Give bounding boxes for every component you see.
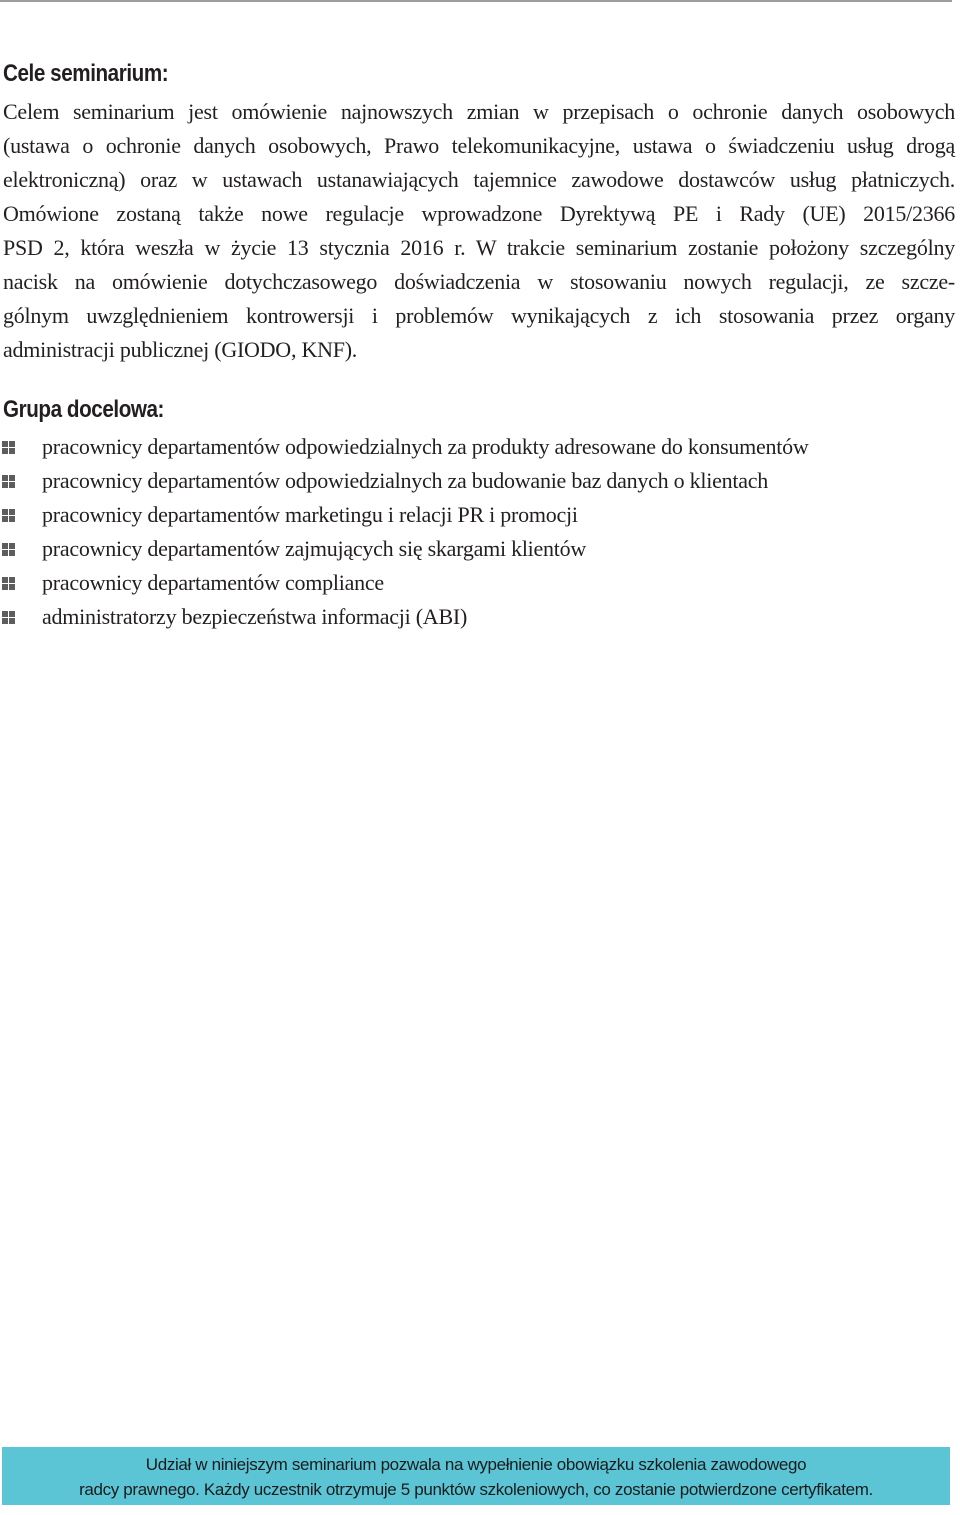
- list-item-text: pracownicy departamentów zajmujących się skargami klientów: [42, 536, 587, 561]
- list-item-text: pracownicy departamentów compliance: [42, 570, 384, 595]
- square-bullet-icon: [2, 475, 15, 488]
- certification-notice-line: Udział w niniejszym seminarium pozwala na wypełnienie obowiązku szkolenia zawodowego: [145, 1455, 807, 1474]
- goals-line: (ustawa o ochronie danych osobowych, Prawo telekomunikacyjne, ustawa o świadczeniu usług drogą: [3, 133, 955, 158]
- goals-line: administracji publicznej (GIODO, KNF).: [3, 337, 358, 362]
- goals-line: PSD 2, która weszła w życie 13 stycznia 2016 r. W trakcie seminarium zostanie położony szczególny: [3, 235, 955, 260]
- certification-notice-line: radcy prawnego. Każdy uczestnik otrzymuje 5 punktów szkoleniowych, co zostanie potwierdzone certyfikatem.: [79, 1480, 873, 1499]
- goals-line: nacisk na omówienie dotychczasowego doświadczenia w stosowaniu nowych regulacji, ze szcze-: [3, 269, 955, 294]
- goals-heading: Cele seminarium:: [3, 60, 169, 87]
- certification-notice: [2, 1447, 950, 1505]
- square-bullet-icon: [2, 611, 15, 624]
- list-item-text: pracownicy departamentów marketingu i relacji PR i promocji: [42, 502, 578, 527]
- list-item: [0, 430, 809, 464]
- goals-line: gólnym uwzględnieniem kontrowersji i problemów wynikających z ich stosowania przez organy: [3, 303, 955, 328]
- goals-line: elektroniczną) oraz w ustawach ustanawiających tajemnice zawodowe dostawców usług płatniczych.: [3, 167, 955, 192]
- list-item-text: pracownicy departamentów odpowiedzialnych za produkty adresowane do konsumentów: [42, 434, 809, 459]
- list-item: [0, 498, 809, 532]
- audience-list: [0, 430, 809, 634]
- list-item: [0, 566, 809, 600]
- list-item: [0, 600, 809, 634]
- square-bullet-icon: [2, 543, 15, 556]
- list-item: [0, 532, 809, 566]
- goals-line: Celem seminarium jest omówienie najnowszych zmian w przepisach o ochronie danych osobowych: [3, 99, 955, 124]
- goals-line: Omówione zostaną także nowe regulacje wprowadzone Dyrektywą PE i Rady (UE) 2015/2366: [3, 201, 955, 226]
- square-bullet-icon: [2, 509, 15, 522]
- goals-paragraph: [3, 95, 955, 367]
- top-divider: [0, 0, 952, 2]
- square-bullet-icon: [2, 441, 15, 454]
- square-bullet-icon: [2, 577, 15, 590]
- audience-heading: Grupa docelowa:: [3, 396, 164, 423]
- list-item-text: pracownicy departamentów odpowiedzialnych za budowanie baz danych o klientach: [42, 468, 769, 493]
- list-item-text: administratorzy bezpieczeństwa informacji (ABI): [42, 604, 468, 629]
- list-item: [0, 464, 809, 498]
